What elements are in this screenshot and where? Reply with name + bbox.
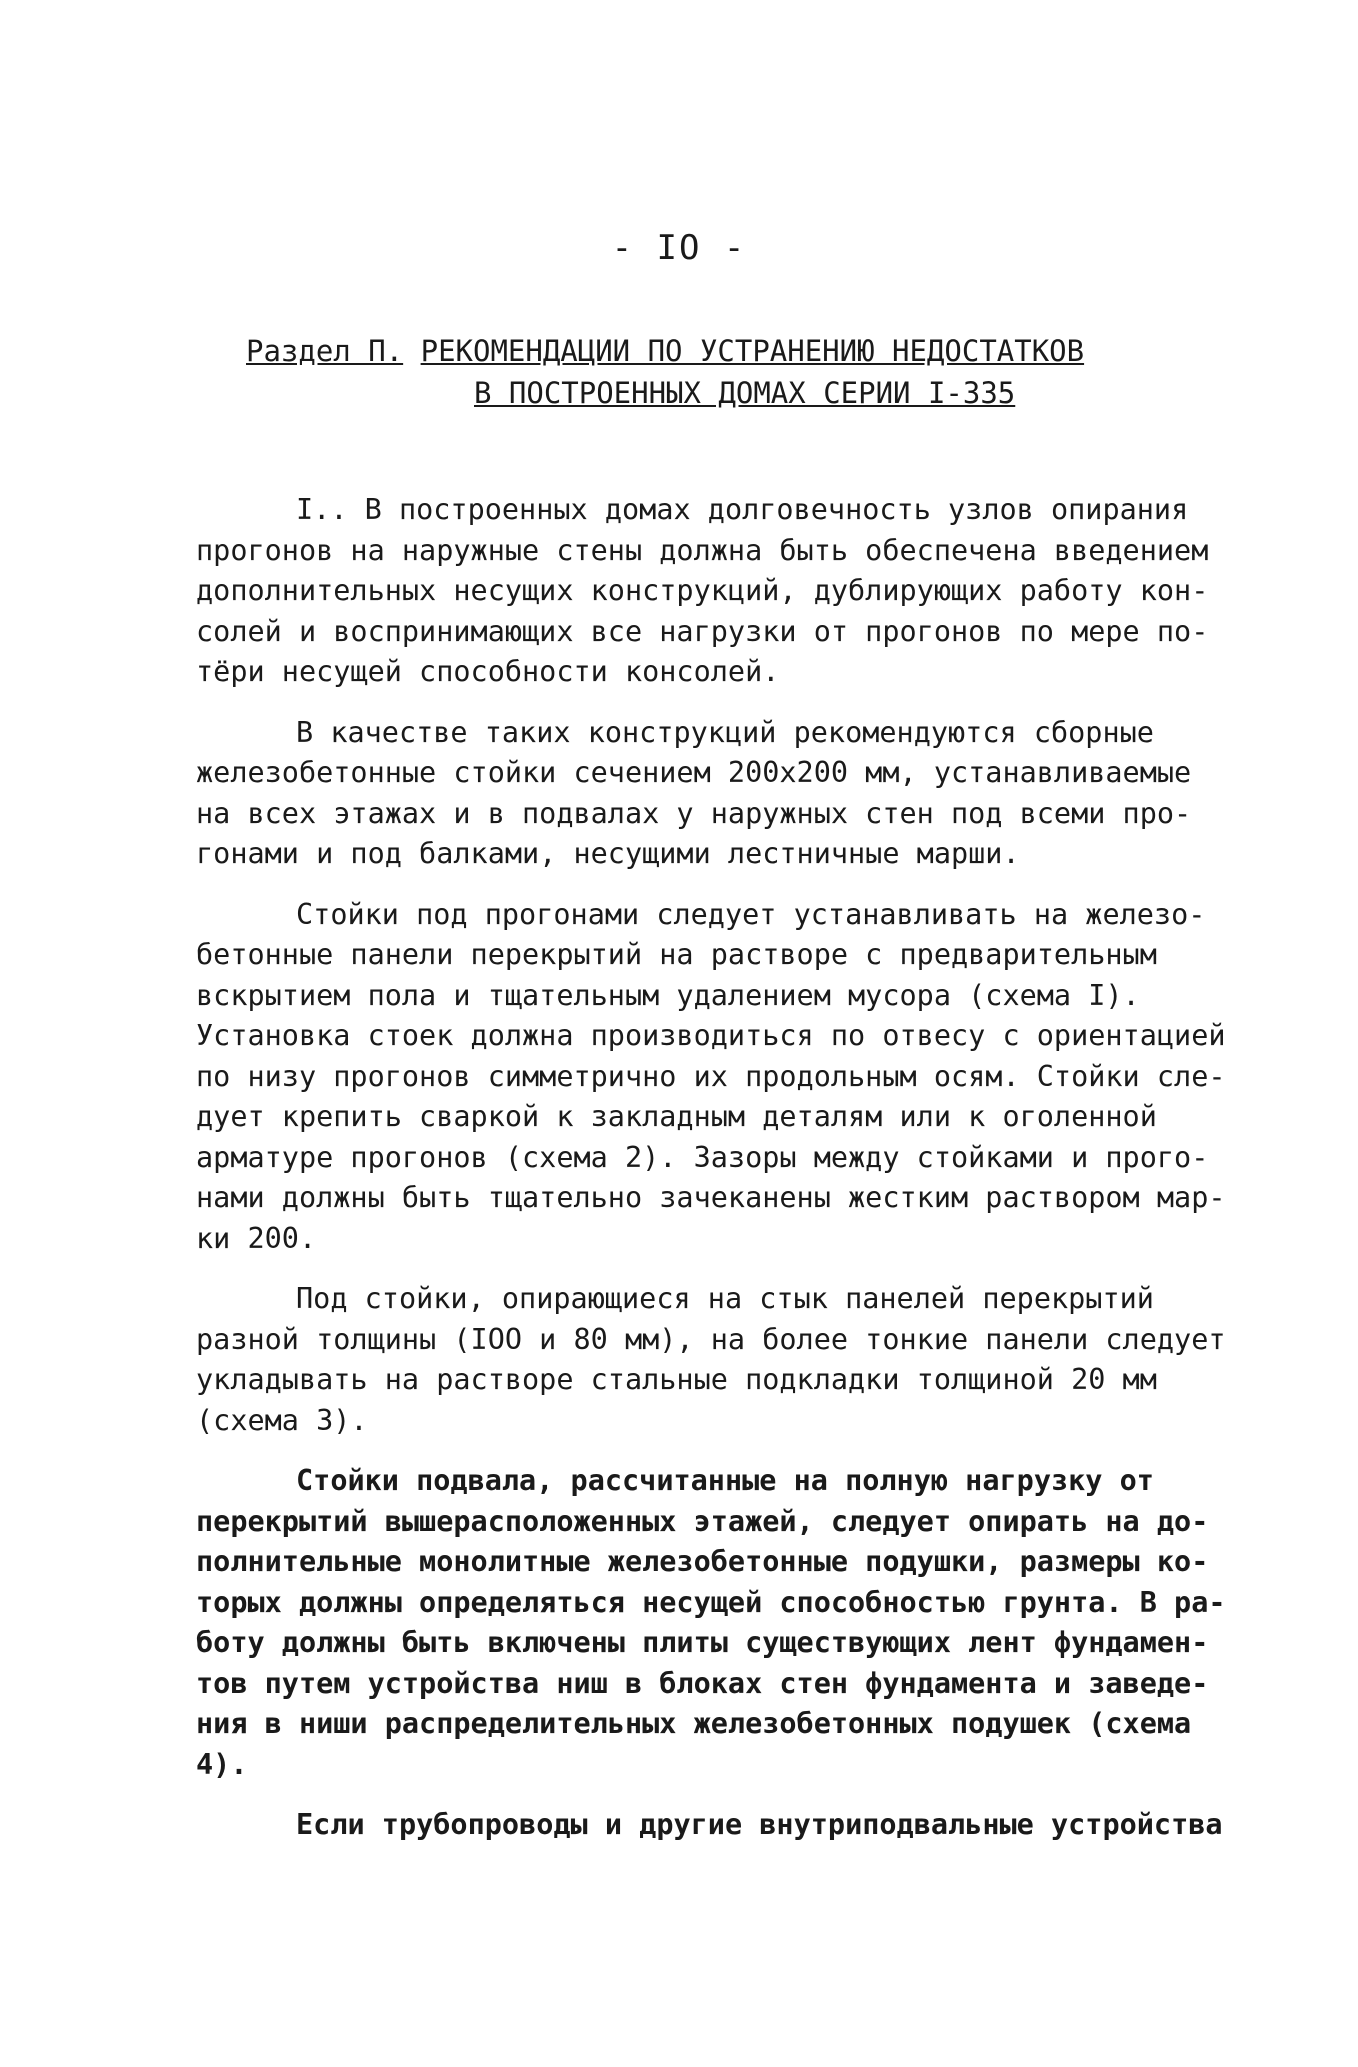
section-label: Раздел П. <box>246 334 404 368</box>
text-line: боту должны быть включены плиты существующих лент фундамен- <box>196 1626 1209 1659</box>
paragraph-6 <box>196 1805 1223 1846</box>
text-line: вскрытием пола и тщательным удалением мусора (схема I). <box>196 978 1140 1012</box>
text-line: бетонные панели перекрытий на растворе с предварительным <box>196 938 1157 971</box>
text-line: прогонов на наружные стены должна быть обеспечена введением <box>196 533 1209 567</box>
text-line: нами должны быть тщательно зачеканены жестким раствором мар- <box>196 1181 1226 1214</box>
text-line: Под стойки, опирающиеся на стык панелей перекрытий <box>296 1282 1154 1315</box>
paragraph-4 <box>196 1279 1226 1441</box>
text-line: I.. В построенных домах долговечность узлов опирания <box>296 493 1189 526</box>
text-line: на всех этажах и в подвалах у наружных стен под всеми про- <box>196 796 1192 830</box>
text-line: Стойки подвала, рассчитанные на полную нагрузку от <box>296 1464 1154 1497</box>
text-line: тёри несущей способности консолей. <box>196 655 780 688</box>
text-line: по низу прогонов симметрично их продольным осям. Стойки сле- <box>196 1059 1226 1093</box>
paragraph-1 <box>196 490 1209 693</box>
text-line: солей и воспринимающих все нагрузки от прогонов по мере по- <box>196 614 1209 648</box>
text-line: железобетонные стойки сечением 200х200 мм, устанавливаемые <box>196 756 1192 789</box>
text-line: Стойки под прогонами следует устанавливать на железо- <box>296 897 1206 931</box>
section-heading-line-1 <box>246 330 1146 372</box>
section-heading <box>246 330 1146 414</box>
text-line: укладывать на растворе стальные подкладки толщиной 20 мм <box>196 1363 1157 1396</box>
text-line: гонами и под балками, несущими лестничные марши. <box>196 837 1020 870</box>
text-line: Если трубопроводы и другие внутриподвальные устройства <box>296 1808 1223 1841</box>
page-number: - IO - <box>611 228 747 268</box>
text-line: торых должны определяться несущей способностью грунта. В ра- <box>196 1585 1226 1619</box>
text-line: Установка стоек должна производиться по отвесу с ориентацией <box>196 1019 1226 1052</box>
text-line: В качестве таких конструкций рекомендуются сборные <box>296 715 1154 749</box>
text-line: ки 200. <box>196 1221 317 1255</box>
text-line: 4). <box>196 1747 248 1781</box>
text-line: ния в ниши распределительных железобетонных подушек (схема <box>196 1707 1192 1740</box>
text-line: перекрытий вышерасположенных этажей, следует опирать на до- <box>196 1504 1209 1538</box>
text-line: дополнительных несущих конструкций, дублирующих работу кон- <box>196 574 1209 607</box>
paragraph-3 <box>196 895 1226 1260</box>
text-line: тов путем устройства ниш в блоках стен фундамента и заведе- <box>196 1666 1209 1700</box>
text-line: дует крепить сваркой к закладным деталям или к оголенной <box>196 1100 1157 1133</box>
paragraph-2 <box>196 713 1192 875</box>
text-line: полнительные монолитные железобетонные подушки, размеры ко- <box>196 1545 1209 1578</box>
text-line: (схема 3). <box>196 1403 368 1437</box>
text-line: арматуре прогонов (схема 2). Зазоры между стойками и прого- <box>196 1140 1209 1174</box>
section-title-line-2: В ПОСТРОЕННЫХ ДОМАХ СЕРИИ I-335 <box>474 376 1016 410</box>
text-line: разной толщины (IOO и 80 мм), на более тонкие панели следует <box>196 1322 1226 1356</box>
paragraph-5 <box>196 1461 1226 1785</box>
section-title-line-1: РЕКОМЕНДАЦИИ ПО УСТРАНЕНИЮ НЕДОСТАТКОВ <box>420 334 1085 368</box>
body-text <box>196 490 1226 1866</box>
